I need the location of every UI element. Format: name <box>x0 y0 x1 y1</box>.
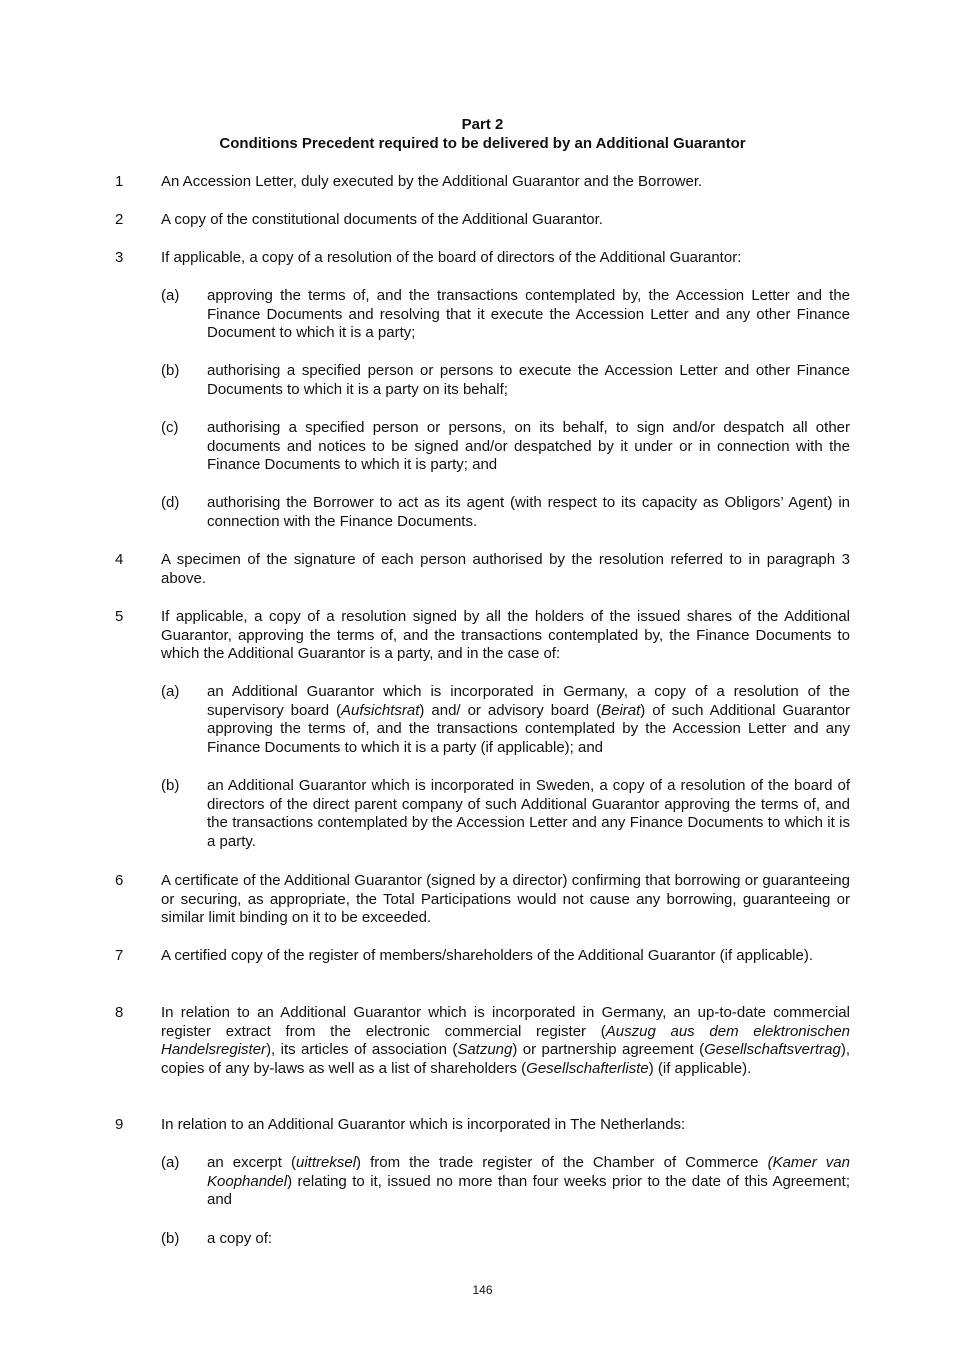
item-number-9: 9 <box>115 1116 124 1133</box>
item-text-5: If applicable, a copy of a resolution signed by all the holders of the issued shares of the Additional Guarantor, approving the terms of, and the transactions contemplated by, the Finance Documents to which the Additional Guarantor is a party, and in the case of: <box>161 608 850 663</box>
item-number-3: 3 <box>115 249 124 266</box>
item-number-8: 8 <box>115 1004 124 1021</box>
item-text-2: A copy of the constitutional documents of the Additional Guarantor. <box>161 211 603 228</box>
item-text-3: If applicable, a copy of a resolution of the board of directors of the Additional Guarantor: <box>161 249 742 266</box>
item-3c-label: (c) <box>161 419 179 436</box>
item-9a-label: (a) <box>161 1154 180 1171</box>
item-3c-text: authorising a specified person or persons, on its behalf, to sign and/or despatch all other documents and notices to be signed and/or despatched by it under or in connection with the Finance Documents to which it is party; and <box>207 419 850 474</box>
part-heading: Part 2 <box>461 116 504 133</box>
item-3d-label: (d) <box>161 494 180 511</box>
item-number-2: 2 <box>115 211 124 228</box>
item-text-8: In relation to an Additional Guarantor which is incorporated in Germany, an up-to-date commercial register extract from the electronic commercial register (Auszug aus dem elektronischen Handelsregister), its articles of association (Satzung) or partnership agreement (Gesellschaftsvertrag), copies of any by-laws as well as a list of shareholders (Gesellschafterliste) (if applicable). <box>161 1004 850 1077</box>
item-number-1: 1 <box>115 173 124 190</box>
item-3d-text: authorising the Borrower to act as its agent (with respect to its capacity as Obligors’ Agent) in connection with the Finance Documents. <box>207 494 850 530</box>
item-number-6: 6 <box>115 872 124 889</box>
item-3b-label: (b) <box>161 362 180 379</box>
item-5b-label: (b) <box>161 777 180 794</box>
item-9a-text: an excerpt (uittreksel) from the trade register of the Chamber of Commerce (Kamer van Koophandel) relating to it, issued no more than four weeks prior to the date of this Agreement; and <box>207 1154 850 1209</box>
item-text-7: A certified copy of the register of members/shareholders of the Additional Guarantor (if applicable). <box>161 947 814 964</box>
item-text-6: A certificate of the Additional Guarantor (signed by a director) confirming that borrowing or guaranteeing or securing, as appropriate, the Total Participations would not cause any borrowing, guaranteeing or similar limit binding on it to be exceeded. <box>161 872 850 927</box>
item-9b-label: (b) <box>161 1230 180 1247</box>
item-text-9: In relation to an Additional Guarantor which is incorporated in The Netherlands: <box>161 1116 686 1133</box>
item-text-1: An Accession Letter, duly executed by the Additional Guarantor and the Borrower. <box>161 173 703 190</box>
item-number-5: 5 <box>115 608 124 625</box>
item-5a-text: an Additional Guarantor which is incorporated in Germany, a copy of a resolution of the supervisory board (Aufsichtsrat) and/ or advisory board (Beirat) of such Additional Guarantor approving the terms of, and the transactions contemplated by the Accession Letter and any Finance Documents to which it is a party (if applicable); and <box>207 683 851 756</box>
item-5a-label: (a) <box>161 683 180 700</box>
item-number-4: 4 <box>115 551 124 568</box>
item-3b-text: authorising a specified person or persons to execute the Accession Letter and other Finance Documents to which it is a party on its behalf; <box>207 362 850 398</box>
section-title: Conditions Precedent required to be delivered by an Additional Guarantor <box>219 135 746 152</box>
item-3a-text: approving the terms of, and the transactions contemplated by, the Accession Letter and the Finance Documents and resolving that it execute the Accession Letter and any other Finance Document to which it is a party; <box>207 287 850 342</box>
item-3a-label: (a) <box>161 287 180 304</box>
item-number-7: 7 <box>115 947 124 964</box>
item-text-4: A specimen of the signature of each person authorised by the resolution referred to in paragraph 3 above. <box>161 551 850 587</box>
item-9b-text: a copy of: <box>207 1230 273 1247</box>
page-number: 146 <box>472 1283 493 1297</box>
item-5b-text: an Additional Guarantor which is incorporated in Sweden, a copy of a resolution of the board of directors of the direct parent company of such Additional Guarantor approving the terms of, and the transactions contemplated by the Accession Letter and any Finance Documents to which it is a party. <box>207 777 850 850</box>
